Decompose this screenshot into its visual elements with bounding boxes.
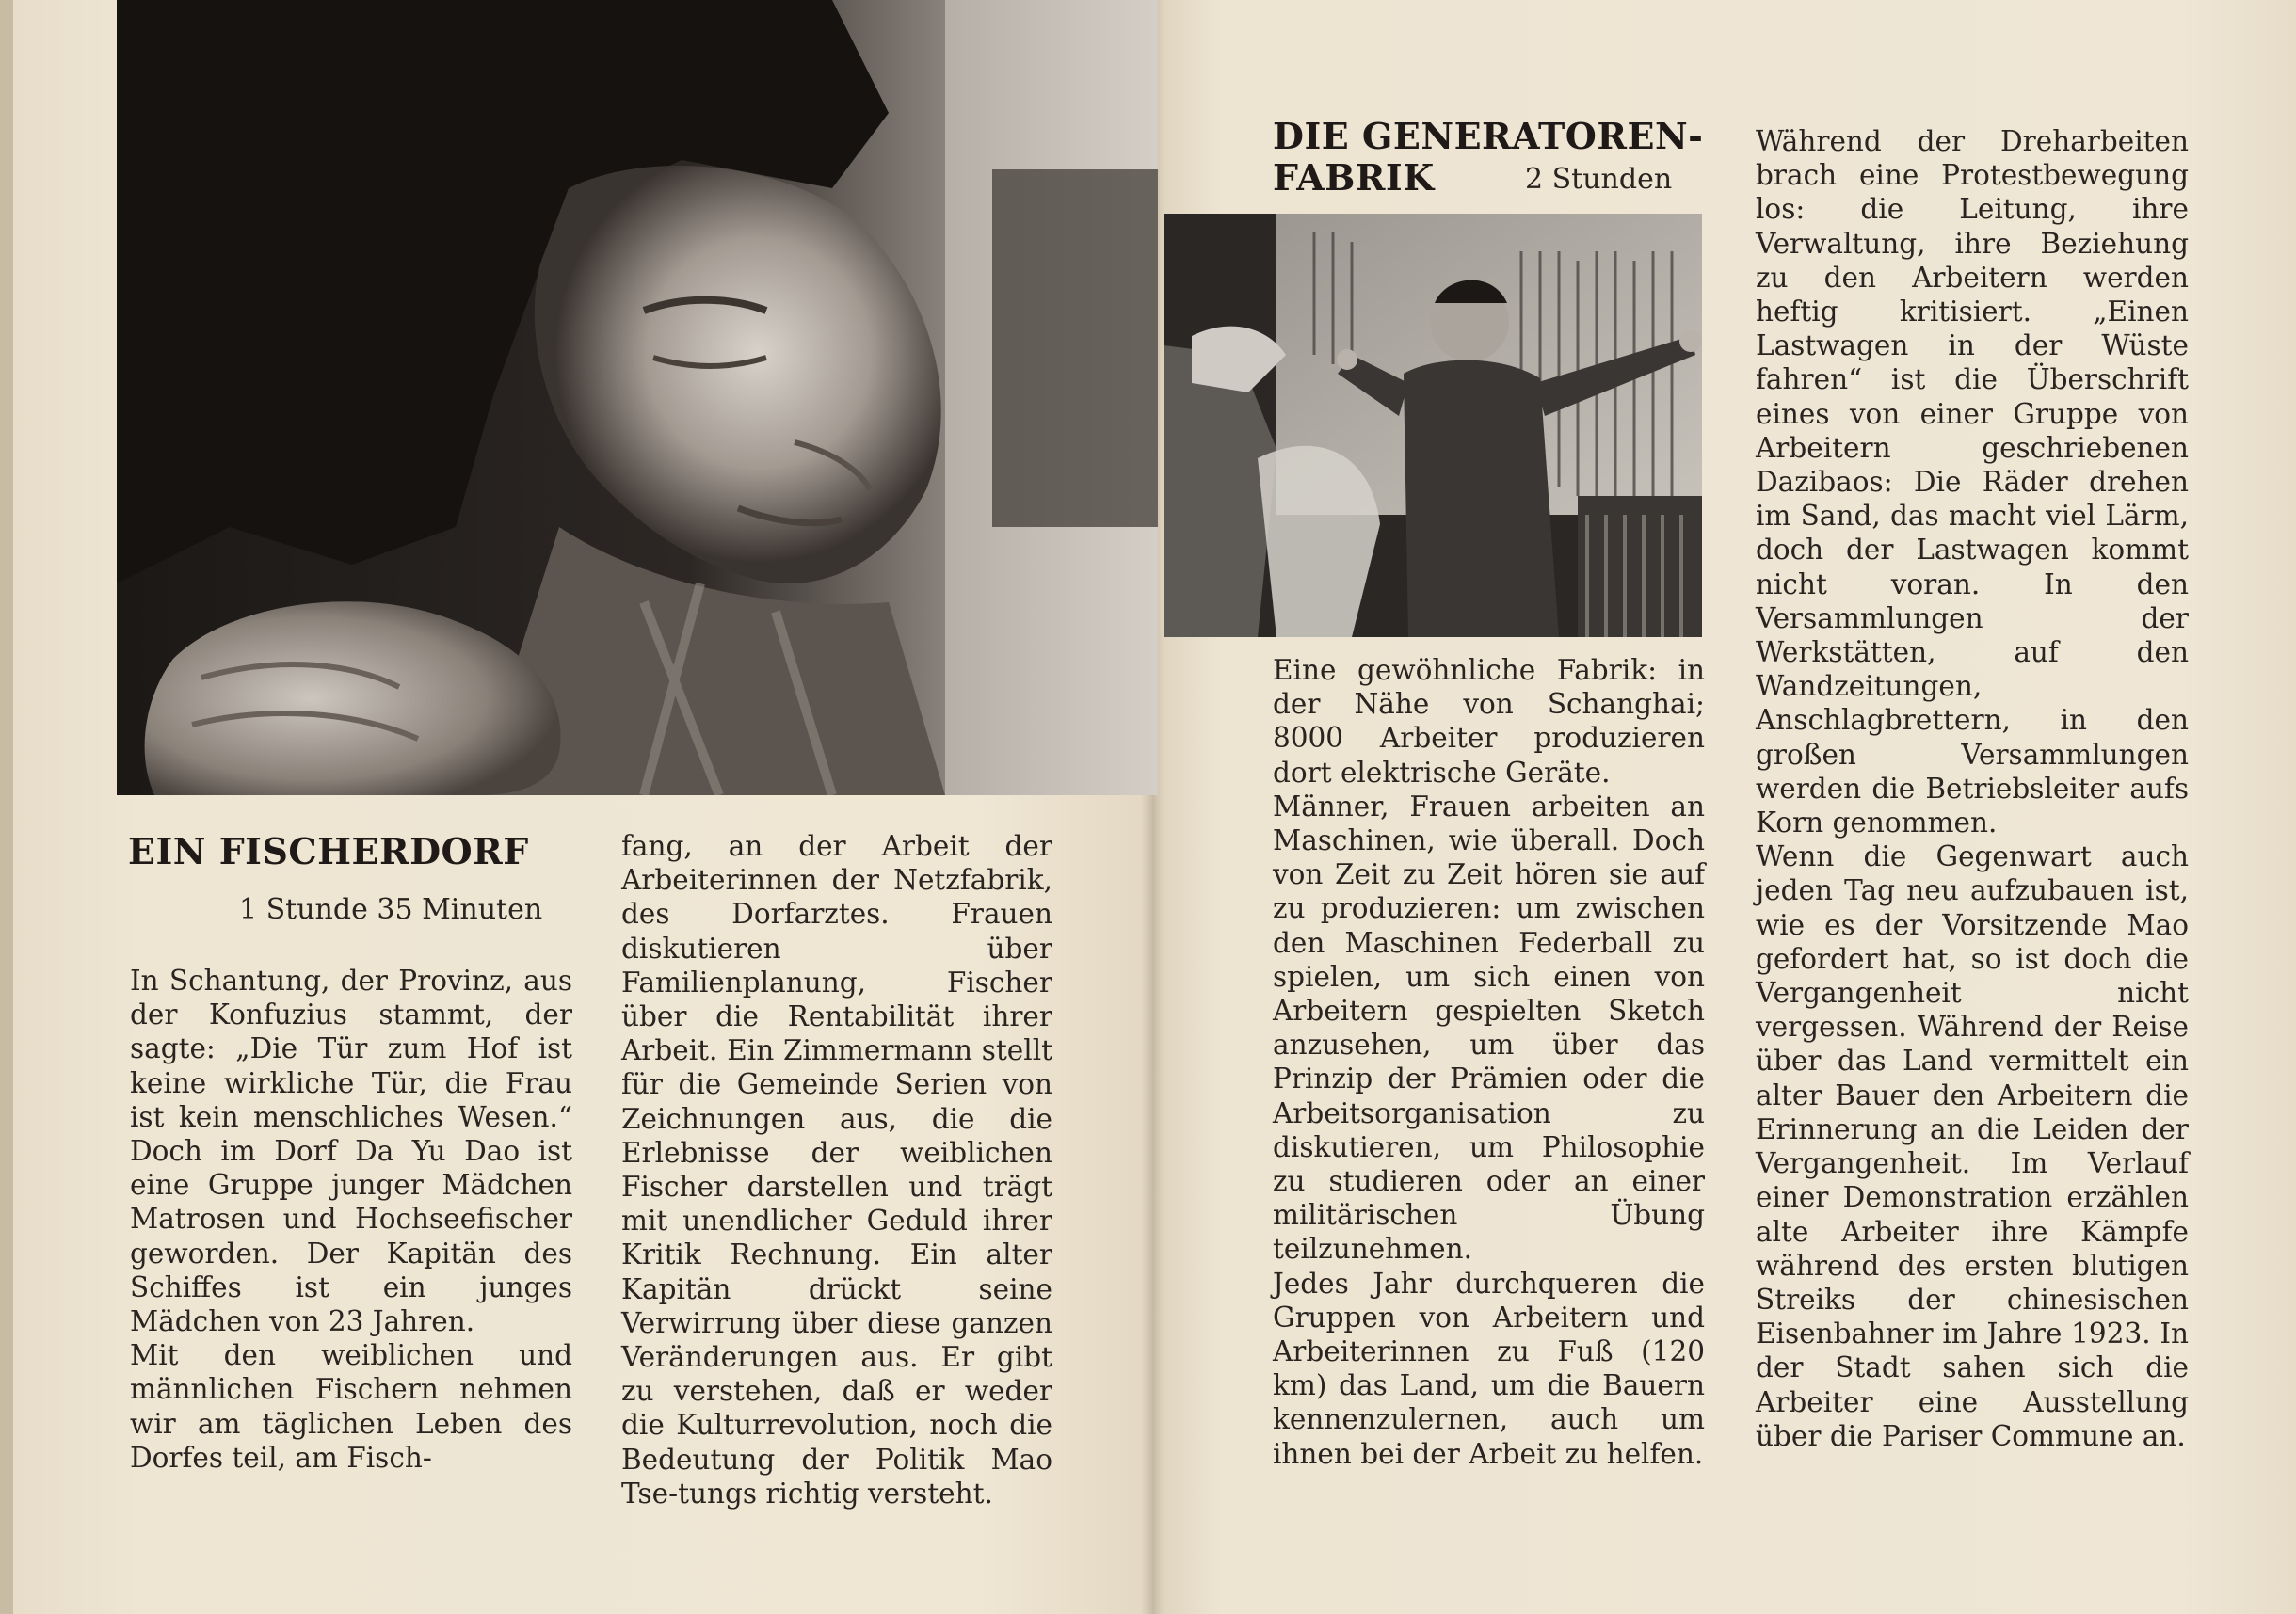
woman-portrait-photo-icon (117, 0, 1158, 795)
section-title-line-2: FABRIK (1273, 156, 1435, 199)
section-title: EIN FISCHERDORF (128, 830, 529, 872)
paragraph: Männer, Frauen arbeiten an Maschinen, wie überall. Doch von Zeit zu Zeit hören sie auf zu produzieren: um zwischen den Maschinen Federball zu spielen, um sich einen von Arbeitern gespielten Sketch anzusehen, um über das Prinzip der Prämien oder die Arbeitsorganisation zu diskutieren, um Philosophie zu studieren oder an einer militärischen Übung teilzunehmen. (1273, 790, 1705, 1266)
paragraph: Mit den weiblichen und männlichen Fischern nehmen wir am täglichen Leben des Dorfes teil, am Fisch- (130, 1339, 572, 1474)
duration-label: 1 Stunde 35 Minuten (239, 893, 543, 926)
duration-label: 2 Stunden (1525, 163, 1673, 196)
paragraph: Eine gewöhnliche Fabrik: in der Nähe von Schanghai; 8000 Arbeiter produzieren dort elektrische Geräte. (1273, 654, 1705, 789)
paragraph: Während der Dreharbeiten brach eine Protestbewegung los: die Leitung, ihre Verwaltung, ihre Beziehung zu den Arbeitern werden heftig kritisiert. „Einen Lastwagen in der Wüste fahren“ ist die Überschrift eines von einer Gruppe von Arbeitern geschriebenen Dazibaos: Die Räder drehen im Sand, das macht viel Lärm, doch der Lastwagen kommt nicht voran. In den Versammlungen der Werkstätten, auf den Wandzeitungen, Anschlagbrettern, in den großen Versammlungen werden die Betriebsleiter aufs Korn genommen. (1756, 125, 2189, 839)
text-column-2 (621, 829, 1052, 1510)
page-edge (0, 0, 13, 1614)
factory-worker-photo-icon (1164, 214, 1702, 637)
section-title-line-1: DIE GENERATOREN- (1273, 115, 1704, 157)
text-column-3 (1273, 653, 1705, 1471)
text-column-4 (1756, 124, 2189, 1453)
paragraph: Jedes Jahr durchqueren die Gruppen von Arbeitern und Arbeiterinnen zu Fuß (120 km) das Land, um die Bauern kennenzulernen, auch um ihnen bei der Arbeit zu helfen. (1273, 1267, 1705, 1470)
paragraph: In Schantung, der Provinz, aus der Konfuzius stammt, der sagte: „Die Tür zum Hof ist keine wirkliche Tür, die Frau ist kein menschliches Wesen.“ Doch im Dorf Da Yu Dao ist eine Gruppe junger Mädchen Matrosen und Hochseefischer geworden. Der Kapitän des Schiffes ist ein junges Mädchen von 23 Jahren. (130, 965, 572, 1338)
paragraph: fang, an der Arbeit der Arbeiterinnen der Netzfabrik, des Dorfarztes. Frauen diskutieren über Familienplanung, Fischer über die Rentabilität ihrer Arbeit. Ein Zimmermann stellt für die Gemeinde Serien von Zeichnungen aus, die die Erlebnisse der weiblichen Fischer darstellen und trägt mit unendlicher Geduld ihrer Kritik Rechnung. Ein alter Kapitän drückt seine Verwirrung über diese ganzen Veränderungen aus. Er gibt zu verstehen, daß er weder die Kulturrevolution, noch die Bedeutung der Politik Mao Tse-tungs richtig versteht. (621, 830, 1052, 1510)
paragraph: Wenn die Gegenwart auch jeden Tag neu aufzubauen ist, wie es der Vorsitzende Mao gefordert hat, so ist doch die Vergangenheit nicht vergessen. Während der Reise über das Land vermittelt ein alter Bauer den Arbeitern die Erinnerung an die Leiden der Vergangenheit. Im Verlauf einer Demonstration erzählen alte Arbeiter ihre Kämpfe während des ersten blutigen Streiks der chinesischen Eisenbahner im Jahre 1923. In der Stadt sahen sich die Arbeiter eine Ausstellung über die Pariser Commune an. (1756, 840, 2189, 1452)
text-column-1 (130, 964, 572, 1475)
